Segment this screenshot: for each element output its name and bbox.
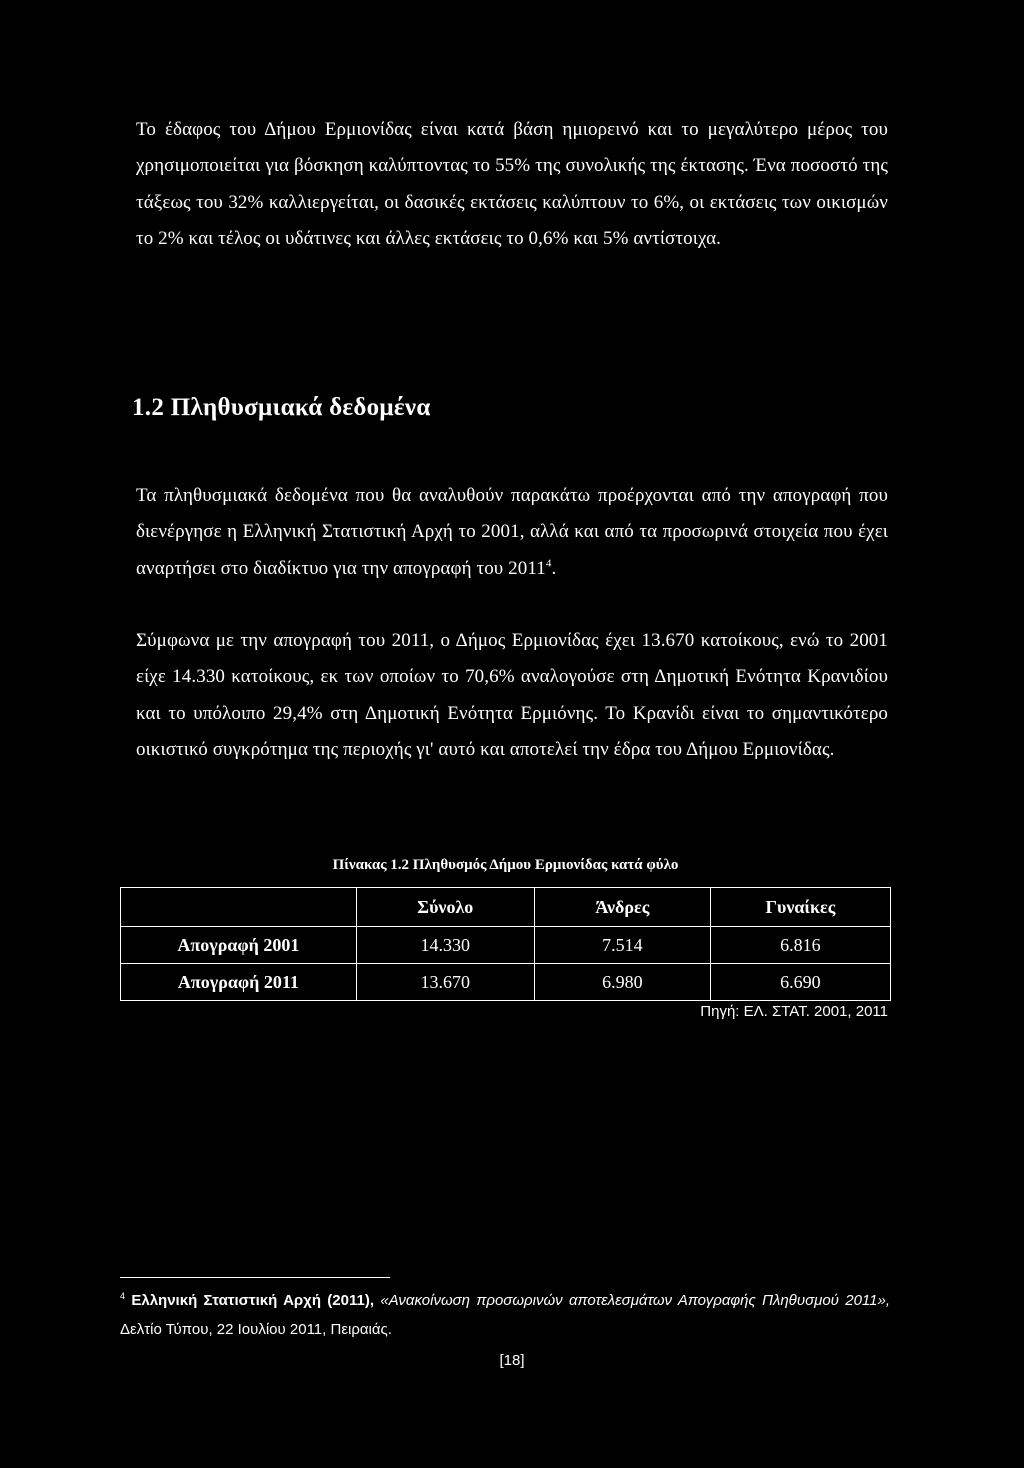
section-heading: 1.2 Πληθυσμιακά δεδομένα [132, 394, 431, 421]
footnote-details: Δελτίο Τύπου, 22 Ιουλίου 2011, Πειραιάς. [120, 1321, 392, 1338]
cell-total: 14.330 [356, 927, 534, 964]
census-paragraph: Σύμφωνα με την απογραφή του 2011, ο Δήμος Ερμιονίδας έχει 13.670 κατοίκους, ενώ το 2001 είχε 14.330 κατοίκους, εκ των οποίων το 70,6% αναλογούσε στη Δημοτική Ενότητα Κρανιδίου και το υπόλοιπο 29,4% στη Δημοτική Ενότητα Ερμιόνης. Το Κρανίδι είναι το σημαντικότερο οικιστικό συγκρότημα της περιοχής γι' αυτό και αποτελεί την έδρα του Δήμου Ερμιονίδας. [136, 630, 888, 761]
table-header-corner [121, 888, 357, 927]
footnote-divider [120, 1277, 390, 1278]
footnote-reference[interactable]: 4 [545, 557, 552, 570]
row-label: Απογραφή 2011 [121, 964, 357, 1001]
cell-women: 6.816 [710, 927, 890, 964]
cell-men: 7.514 [534, 927, 710, 964]
table-header-row [121, 888, 891, 927]
table-header-women: Γυναίκες [710, 888, 890, 927]
population-data-paragraph [136, 478, 888, 587]
table-row [121, 927, 891, 964]
footnote-title: «Ανακοίνωση προσωρινών αποτελεσμάτων Απογραφής Πληθυσμού 2011», [380, 1292, 891, 1309]
table-caption: Πίνακας 1.2 Πληθυσμός Δήμου Ερμιονίδας κατά φύλο [332, 857, 679, 873]
row-label: Απογραφή 2001 [121, 927, 357, 964]
footnote-number: 4 [120, 1291, 126, 1301]
page-number: [18] [499, 1352, 525, 1369]
table-source: Πηγή: ΕΛ. ΣΤΑΤ. 2001, 2011 [700, 1003, 888, 1020]
table-row [121, 964, 891, 1001]
population-table [120, 887, 891, 1001]
cell-men: 6.980 [534, 964, 710, 1001]
cell-total: 13.670 [356, 964, 534, 1001]
paragraph-text: Τα πληθυσμιακά δεδομένα που θα αναλυθούν παρακάτω προέρχονται από την απογραφή που διενέργησε η Ελληνική Στατιστική Αρχή το 2001, αλλά και από τα προσωρινά στοιχεία που έχει αναρτήσει στο διαδίκτυο για την απογραφή του 2011 [136, 485, 888, 579]
cell-women: 6.690 [710, 964, 890, 1001]
table-header-men: Άνδρες [534, 888, 710, 927]
intro-paragraph: Το έδαφος του Δήμου Ερμιονίδας είναι κατά βάση ημιορεινό και το μεγαλύτερο μέρος του χρησιμοποιείται για βόσκηση καλύπτοντας το 55% της συνολικής της έκτασης. Ένα ποσοστό της τάξεως του 32% καλλιεργείται, οι δασικές εκτάσεις καλύπτουν το 6%, οι εκτάσεις των οικισμών το 2% και τέλος οι υδάτινες και άλλες εκτάσεις το 0,6% και 5% αντίστοιχα. [136, 119, 888, 250]
footnote-author: Ελληνική Στατιστική Αρχή (2011), [131, 1292, 374, 1309]
table-header-total: Σύνολο [356, 888, 534, 927]
footnote [120, 1286, 890, 1344]
paragraph-end: . [551, 557, 557, 579]
